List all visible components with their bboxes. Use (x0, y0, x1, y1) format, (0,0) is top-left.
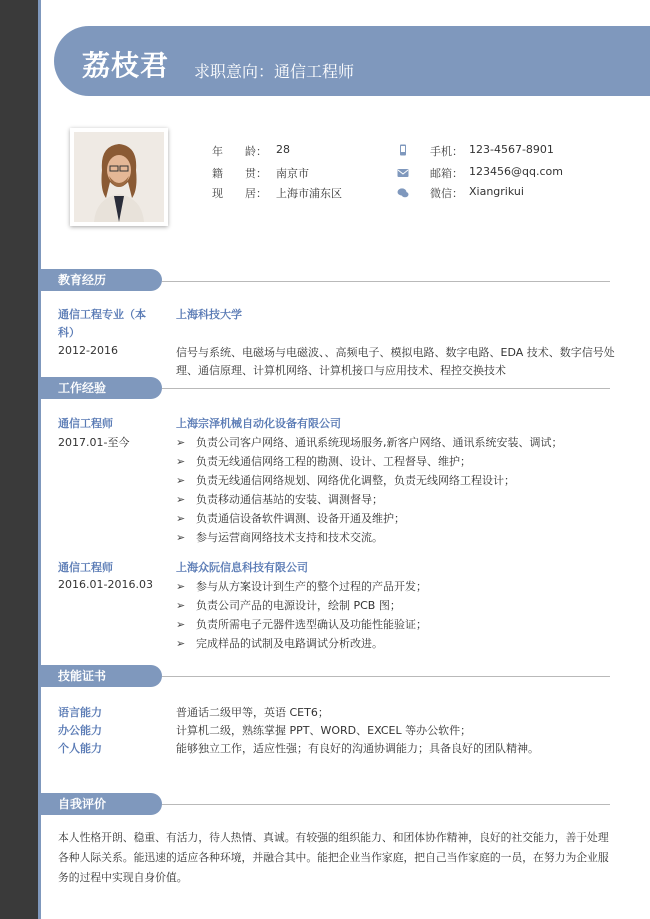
section-self-eval-title: 自我评价 (38, 793, 162, 815)
age-value: 28 (276, 143, 290, 156)
edu-major-cont: 科） (58, 326, 80, 339)
origin-value: 南京市 (276, 167, 309, 180)
job2-duty: ➢ 完成样品的试制及电路调试分析改进。 (176, 637, 383, 650)
skill-office-label: 办公能力 (58, 724, 102, 737)
job1-company: 上海宗泽机械自动化设备有限公司 (176, 417, 341, 430)
wechat-label: 微信： (430, 187, 463, 200)
mail-icon (397, 167, 409, 179)
section-skills-title: 技能证书 (38, 665, 162, 687)
bullet-arrow-icon: ➢ (176, 618, 186, 631)
bullet-arrow-icon: ➢ (176, 580, 186, 593)
edu-school: 上海科技大学 (176, 308, 242, 321)
job2-company: 上海众阮信息科技有限公司 (176, 561, 308, 574)
bullet-arrow-icon: ➢ (176, 493, 186, 506)
section-divider (162, 804, 610, 805)
job2-duty: ➢ 参与从方案设计到生产的整个过程的产品开发； (176, 580, 427, 593)
job2-period: 2016.01-2016.03 (58, 578, 153, 591)
job2-duty: ➢ 负责公司产品的电源设计，绘制 PCB 图； (176, 599, 401, 612)
section-divider (162, 388, 610, 389)
bullet-arrow-icon: ➢ (176, 599, 186, 612)
section-work-title: 工作经验 (38, 377, 162, 399)
self-eval-text-cont: 务的过程中实现自身价值。 (58, 871, 188, 884)
self-eval-text: 本人性格开朗、稳重、有活力，待人热情、真诚。有较强的组织能力、和团体协作精神，良好的社交能力，善于处理 (58, 831, 609, 844)
job1-title: 通信工程师 (58, 417, 113, 430)
email-value: 123456@qq.com (469, 165, 563, 178)
job1-duty: ➢ 负责无线通信网络工程的勘测、设计、工程督导、维护； (176, 455, 471, 468)
phone-label: 手机： (430, 145, 463, 158)
wechat-value: Xiangrikui (469, 185, 524, 198)
skill-personal-label: 个人能力 (58, 742, 102, 755)
job2-title: 通信工程师 (58, 561, 113, 574)
origin-label: 籍 贯： (212, 167, 267, 180)
job2-duty: ➢ 负责所需电子元器件选型确认及功能性能验证； (176, 618, 427, 631)
age-label: 年 龄： (212, 145, 267, 158)
skill-personal-value: 能够独立工作，适应性强；有良好的沟通协调能力；具备良好的团队精神。 (176, 742, 539, 755)
edu-period: 2012-2016 (58, 344, 118, 357)
section-education-title: 教育经历 (38, 269, 162, 291)
section-divider (162, 281, 610, 282)
skill-language-label: 语言能力 (58, 706, 102, 719)
edu-major: 通信工程专业（本 (58, 308, 146, 321)
edu-courses-cont: 理、通信原理、计算机网络、计算机接口与应用技术、程控交换技术 (176, 364, 506, 377)
edu-courses: 信号与系统、电磁场与电磁波、、高频电子、模拟电路、数字电路、EDA 技术、数字信号处 (176, 346, 615, 359)
bullet-arrow-icon: ➢ (176, 512, 186, 525)
phone-value: 123-4567-8901 (469, 143, 554, 156)
profile-photo-frame (70, 128, 168, 226)
residence-value: 上海市浦东区 (276, 187, 342, 200)
residence-label: 现 居： (212, 187, 267, 200)
bullet-arrow-icon: ➢ (176, 474, 186, 487)
bullet-arrow-icon: ➢ (176, 637, 186, 650)
job1-duty: ➢ 负责无线通信网络规划、网络优化调整，负责无线网络工程设计； (176, 474, 515, 487)
self-eval-text-cont: 各种人际关系。能迅速的适应各种环境，并融合其中。能把企业当作家庭，把自己当作家庭的一员，在努力为企业服 (58, 851, 609, 864)
job1-duty: ➢ 参与运营商网络技术支持和技术交流。 (176, 531, 383, 544)
bullet-arrow-icon: ➢ (176, 436, 186, 449)
job1-period: 2017.01-至今 (58, 436, 130, 449)
job-intent: 求职意向：通信工程师 (194, 62, 355, 81)
skill-language-value: 普通话二级甲等，英语 CET6； (176, 706, 329, 719)
job1-duty: ➢ 负责公司客户网络、通讯系统现场服务,新客户网络、通讯系统安装、调试； (176, 436, 563, 449)
email-label: 邮箱： (430, 167, 463, 180)
left-accent-stripe (38, 0, 41, 919)
job1-duty: ➢ 负责通信设备软件调测、设备开通及维护； (176, 512, 405, 525)
bullet-arrow-icon: ➢ (176, 531, 186, 544)
profile-photo (74, 132, 164, 222)
left-dark-bar (0, 0, 38, 919)
section-divider (162, 676, 610, 677)
skill-office-value: 计算机二级，熟练掌握 PPT、WORD、EXCEL 等办公软件； (176, 724, 472, 737)
wechat-icon (397, 187, 409, 199)
phone-icon (397, 144, 409, 156)
candidate-name: 荔枝君 (82, 49, 170, 82)
job1-duty: ➢ 负责移动通信基站的安装、调测督导； (176, 493, 383, 506)
bullet-arrow-icon: ➢ (176, 455, 186, 468)
